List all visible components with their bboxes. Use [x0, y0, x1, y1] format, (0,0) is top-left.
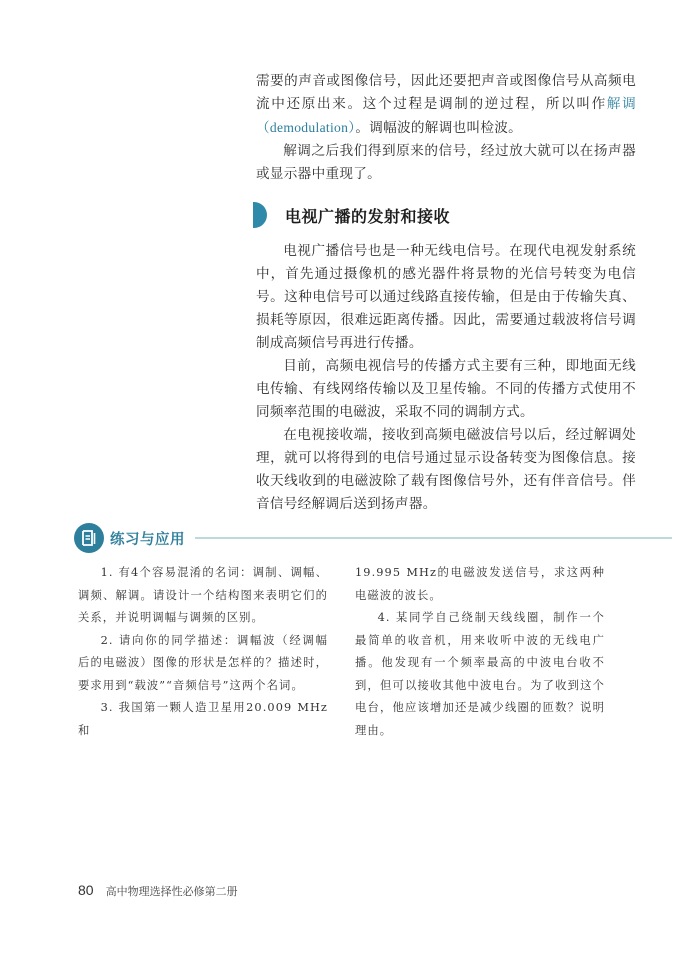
section-title: 电视广播的发射和接收: [285, 206, 451, 226]
exercise-book-icon: [74, 523, 104, 553]
exercise-header: [74, 521, 674, 555]
exercise-column-right: [355, 562, 605, 742]
header-divider: [195, 537, 672, 539]
page-footer: [78, 882, 238, 899]
intro-text: [256, 70, 636, 186]
book-title: 高中物理选择性必修第二册: [105, 885, 238, 898]
paragraph-after-demodulation: 解调之后我们得到原来的信号，经过放大就可以在扬声器或显示器中重现了。: [256, 143, 636, 182]
exercise-item-1: 1. 有4个容易混淆的名词：调制、调幅、调频、解调。请设计一个结构图来表明它们的关系，并说明调幅与调频的区别。: [78, 566, 328, 624]
paragraph-demodulation: 需要的声音或图像信号，因此还要把声音或图像信号从高频电流中还原出来。这个过程是调制的逆过程，所以叫作解调（demodulation）。调幅波的解调也叫检波。: [256, 73, 636, 136]
section-heading: [253, 201, 450, 229]
term-demodulation-en: （demodulation）: [256, 120, 356, 135]
exercise-item-3-cont: 19.995 MHz的电磁波发送信号，求这两种电磁波的波长。: [355, 566, 605, 602]
page-number: 80: [78, 882, 94, 898]
section-paragraph-3: 在电视接收端，接收到高频电磁波信号以后，经过解调处理，就可以将得到的电信号通过显示设备转变为图像信息。接收天线收到的电磁波除了载有图像信号外，还有伴音信号。伴音信号经解调后送到扬声器。: [256, 427, 636, 512]
exercise-column-left: [78, 562, 328, 742]
section-body: [256, 240, 636, 516]
section-paragraph-1: 电视广播信号也是一种无线电信号。在现代电视发射系统中，首先通过摄像机的感光器件将景物的光信号转变为电信号。这种电信号可以通过线路直接传输，但是由于传输失真、损耗等原因，很难远距离传播。因此，需要通过载波将信号调制成高频信号再进行传播。: [256, 243, 636, 351]
exercise-item-3-start: 3. 我国第一颗人造卫星用20.009 MHz和: [78, 701, 328, 737]
exercise-item-4: 4. 某同学自己绕制天线线圈，制作一个最简单的收音机，用来收听中波的无线电广播。他发现有一个频率最高的中波电台收不到，但可以接收其他中波电台。为了收到这个电台，他应该增加还是减少线圈的匝数？说明理由。: [355, 611, 605, 737]
exercise-item-2: 2. 请向你的同学描述：调幅波（经调幅后的电磁波）图像的形状是怎样的？描述时，要求用到“载波”“音频信号”这两个名词。: [78, 633, 328, 692]
exercise-title: 练习与应用: [110, 531, 185, 548]
section-marker-icon: [253, 202, 267, 228]
section-paragraph-2: 目前，高频电视信号的传播方式主要有三种，即地面无线电传输、有线网络传输以及卫星传输。不同的传播方式使用不同频率范围的电磁波，采取不同的调制方式。: [256, 358, 636, 420]
term-demodulation: 解调: [606, 96, 636, 112]
